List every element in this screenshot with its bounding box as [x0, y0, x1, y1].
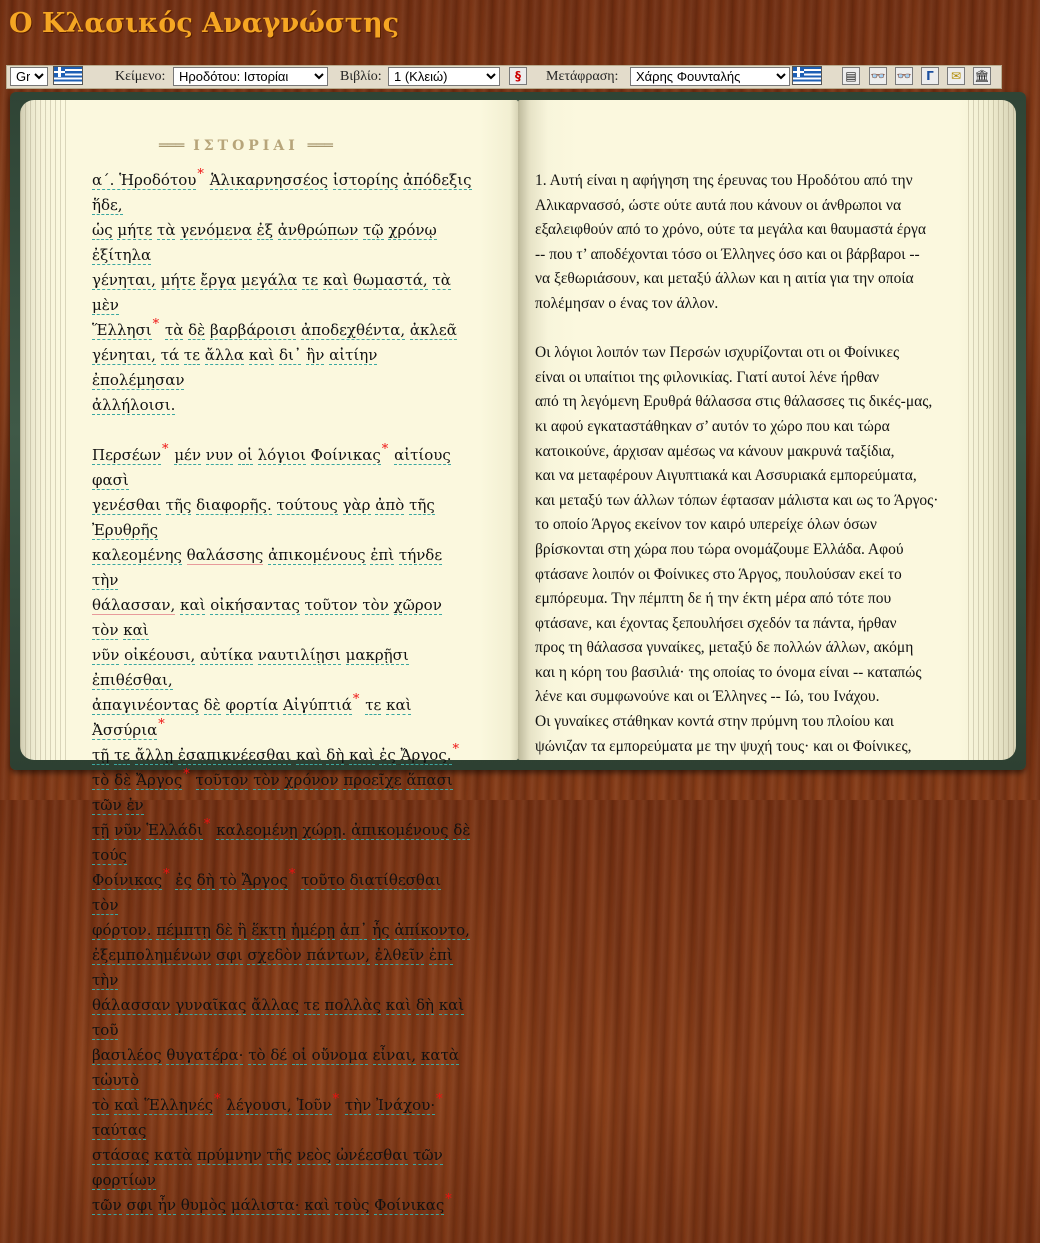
greek-word[interactable]: καλεομένης — [92, 546, 182, 564]
greek-word[interactable]: τῶν — [92, 1196, 122, 1214]
note-marker-icon[interactable]: * — [197, 167, 204, 182]
greek-word[interactable]: καλεομένῃ — [216, 821, 298, 839]
translation-line: από τη λεγόμενη Ερυθρά θάλασσα στις θάλασσες τις δικές-μας, — [535, 393, 933, 411]
translation-paragraph — [535, 169, 975, 317]
note-marker-icon[interactable]: * — [214, 1092, 221, 1107]
translation-line: 1. Αυτή είναι η αφήγηση της έρευνας του Ηροδότου από την — [535, 172, 913, 189]
greek-word[interactable]: λόγιοι — [257, 446, 306, 464]
greek-word[interactable]: νυν — [205, 446, 234, 464]
note-marker-icon[interactable]: * — [436, 1092, 443, 1107]
translation-line: εμπόρευμα. Την πέμπτη δε ή την έκτη μέρα από τότε που — [535, 590, 892, 608]
greek-text-page — [20, 100, 518, 1214]
greek-word[interactable]: τούτους — [276, 496, 338, 514]
language-select[interactable] — [10, 67, 48, 86]
greek-word[interactable]: φασὶ — [92, 471, 129, 489]
greek-word[interactable]: α´. Ἡροδότου — [92, 171, 197, 189]
translation-line: εξαλειφθούν από το χρόνο, ούτε τα μεγάλα και θαυμαστά έργα — [535, 221, 926, 239]
greek-word[interactable]: ἢ — [237, 921, 247, 939]
book-select[interactable] — [388, 67, 500, 86]
greek-word[interactable]: ἀπ᾽ — [339, 921, 368, 939]
greek-word[interactable]: ἐλθεῖν — [374, 946, 425, 964]
app-title: Ο Κλασικός Αναγνώστης — [9, 8, 400, 39]
greek-word[interactable]: τε — [114, 746, 131, 764]
greek-word[interactable]: γένηται, — [92, 346, 156, 364]
greek-word[interactable]: τε — [365, 696, 382, 714]
greek-word[interactable]: ἀλλήλοισι. — [92, 396, 176, 414]
greek-word[interactable]: ἀποδεχθέντα, — [301, 321, 406, 339]
greek-word[interactable]: χῶρον — [393, 596, 442, 614]
greek-paragraph — [92, 443, 472, 1218]
greek-word[interactable]: Φοίνικας — [374, 1196, 445, 1214]
note-marker-icon[interactable]: * — [158, 717, 165, 732]
greek-word[interactable]: Ἰνάχου· — [376, 1096, 436, 1114]
greek-word[interactable]: μήτε — [160, 271, 196, 289]
binoculars-icon[interactable]: 👓 — [870, 69, 886, 83]
greek-word[interactable]: ἐπολέμησαν — [92, 371, 185, 389]
greek-word[interactable]: ἱστορίης — [332, 171, 399, 189]
greek-word[interactable]: καὶ — [386, 696, 412, 714]
greek-word[interactable]: κατὰ — [154, 1146, 193, 1164]
greek-word[interactable]: δὴ — [196, 871, 215, 889]
greek-word[interactable]: Ἰοῦν — [296, 1096, 332, 1114]
translation-line: και μεταξύ των άλλων τόπων έφτασαν μάλιστα και ως το Άργος· — [535, 491, 939, 509]
greek-word[interactable]: καὶ — [296, 746, 322, 764]
greek-word[interactable]: γένηται, — [92, 271, 156, 289]
greek-word[interactable]: θάλασσαν, — [92, 596, 176, 614]
greek-word[interactable]: τοῦτον — [195, 771, 249, 789]
greek-word[interactable]: ὠνέεσθαι — [336, 1146, 409, 1164]
greek-word[interactable]: δι᾽ — [279, 346, 302, 364]
greek-word[interactable]: τῇ — [92, 821, 110, 839]
greek-word[interactable]: γὰρ — [342, 496, 371, 514]
book-label: Βιβλίο: — [340, 69, 382, 84]
greek-word[interactable]: τὸν — [362, 596, 389, 614]
text-label: Κείμενο: — [115, 69, 166, 84]
greek-word[interactable]: νῦν — [92, 646, 120, 664]
note-marker-icon[interactable]: * — [203, 817, 211, 832]
greek-word[interactable]: σφι — [126, 1196, 154, 1214]
greek-word[interactable]: τὰ — [432, 271, 451, 289]
greek-word[interactable]: δέ — [270, 1046, 288, 1064]
greek-word[interactable]: ἐν — [126, 796, 144, 814]
translation-line: πολέμησαν ο ένας τον άλλον. — [535, 294, 719, 312]
greek-word[interactable]: τε — [302, 271, 319, 289]
greek-word[interactable]: τῶν — [92, 796, 122, 814]
translation-paragraph — [535, 341, 975, 759]
greek-word[interactable]: τά — [160, 346, 180, 364]
note-marker-icon[interactable]: * — [163, 867, 170, 882]
greek-word[interactable]: βαρβάροισι — [210, 321, 297, 339]
greek-word[interactable]: ἄλλῃ — [134, 746, 174, 764]
translation-line: το οποίο Άργος εκείνον τον καιρό υπερείχε όλων όσων — [535, 516, 877, 534]
translation-select[interactable] — [630, 67, 790, 86]
translation-line: βρίσκονται στη χώρα που τώρα ονομάζουμε Ελλάδα. Αφού — [535, 540, 904, 558]
greek-word[interactable]: ἀπίκοντο, — [394, 921, 470, 939]
book — [10, 92, 1026, 1214]
greek-word[interactable]: Ἀσσύρια — [92, 721, 158, 739]
translation-page — [518, 100, 1016, 760]
greek-word[interactable]: ἄλλας — [251, 996, 299, 1014]
greek-word[interactable]: ἥδε, — [92, 196, 123, 214]
greek-word[interactable]: ἐξεμπολημένων — [92, 946, 212, 964]
greek-word[interactable]: οὔνομα — [311, 1046, 368, 1064]
greek-word[interactable]: χρόνον — [284, 771, 339, 789]
greek-word[interactable]: θωμαστά, — [353, 271, 428, 289]
heading-ornament: ═══ — [307, 138, 333, 154]
greek-word[interactable]: κατὰ — [420, 1046, 459, 1064]
greek-word[interactable]: Αἰγύπτιά — [282, 696, 352, 714]
gamma-icon[interactable]: Γ — [921, 67, 939, 85]
translation-line: και η κόρη του βασιλιά· της οποίας το όνομα είναι -- καταπώς — [535, 663, 922, 681]
greek-word[interactable]: αἰτίους — [394, 446, 451, 464]
greek-word[interactable]: ἧς — [372, 921, 390, 939]
greek-word[interactable]: φόρτον. — [92, 921, 152, 939]
greek-word[interactable]: Ἄργος — [136, 771, 183, 789]
greek-word[interactable]: τοὺς — [334, 1196, 370, 1214]
greek-word[interactable]: φορτίων — [92, 1171, 156, 1189]
translation-line: -- που τ’ αποδέχονται τόσο οι Έλληνες όσο και οι βάρβαροι -- — [535, 245, 920, 263]
greek-word[interactable]: τῶν — [413, 1146, 443, 1164]
greek-word[interactable]: ἐσαπικνέεσθαι — [177, 746, 292, 764]
greek-word[interactable]: καὶ — [123, 621, 149, 639]
greek-word[interactable]: καὶ — [180, 596, 206, 614]
greek-word[interactable]: τὸ — [219, 871, 237, 889]
greek-word[interactable]: καὶ — [304, 1196, 330, 1214]
greek-word[interactable]: οἱ — [237, 446, 253, 464]
greek-word[interactable]: Περσέων — [92, 446, 162, 464]
heading-title: ΙΣΤΟΡΙΑΙ — [193, 138, 299, 154]
greek-word[interactable]: καὶ — [114, 1096, 140, 1114]
greek-word[interactable]: καὶ — [385, 996, 412, 1014]
note-marker-icon[interactable]: * — [162, 442, 169, 457]
greek-word[interactable]: ἦν — [157, 1196, 176, 1214]
greek-word[interactable]: ἐπὶ — [428, 946, 453, 964]
greek-word[interactable]: τὰ — [164, 321, 184, 339]
greek-word[interactable]: ἕκτῃ — [251, 921, 287, 939]
greek-word[interactable]: τὠυτὸ — [92, 1071, 139, 1089]
greek-word[interactable]: θυμὸς — [180, 1196, 227, 1214]
greek-word[interactable]: μήτε — [117, 221, 153, 239]
section-button[interactable]: § — [509, 67, 527, 85]
dictionary-icon[interactable]: ✉ — [947, 67, 965, 85]
greek-word[interactable]: δὴ — [415, 996, 434, 1014]
greek-word[interactable]: προεῖχε — [343, 771, 402, 789]
greek-word[interactable]: ἐπὶ — [370, 546, 395, 564]
note-marker-icon[interactable]: * — [445, 1192, 452, 1207]
translation-line: φτάσανε λοιπόν οι Φοίνικες στο Άργος, πουλούσαν εκεί το — [535, 565, 902, 583]
translation-line: φτάσανε, και έχοντας ξεπουλήσει σχεδόν τα πάντα, ήρθαν — [535, 614, 897, 632]
book-heading — [146, 138, 346, 154]
greek-word[interactable]: τὸ — [248, 1046, 266, 1064]
greek-word[interactable]: τὴν — [92, 971, 119, 989]
note-marker-icon[interactable]: * — [452, 742, 460, 757]
greek-word[interactable]: ἄλλα — [204, 346, 245, 364]
note-marker-icon[interactable]: * — [152, 317, 160, 332]
greek-word[interactable]: διαφορῆς. — [196, 496, 272, 514]
text-select[interactable] — [173, 67, 328, 86]
translation-line: να ξεθωριάσουν, και μεταξύ άλλων και η αιτία για την οποία — [535, 270, 914, 288]
greek-word[interactable]: μάλιστα· — [230, 1196, 300, 1214]
greek-word[interactable]: τὸν — [92, 621, 119, 639]
greek-word[interactable]: Ἕλλησι — [92, 321, 152, 339]
note-marker-icon[interactable]: * — [352, 692, 360, 707]
greek-word[interactable]: μακρῇσι — [345, 646, 409, 664]
greek-word[interactable]: τῆς — [266, 1146, 293, 1164]
greek-word[interactable]: καὶ — [438, 996, 465, 1014]
greek-word[interactable]: δὲ — [203, 696, 221, 714]
greek-word[interactable]: Ἑλλάδι — [146, 821, 203, 839]
greek-word[interactable]: ἔργα — [200, 271, 237, 289]
greek-word[interactable]: ἀπαγινέοντας — [92, 696, 199, 714]
greek-word[interactable]: τῷ — [363, 221, 384, 239]
greek-word[interactable]: ἀνθρώπων — [277, 221, 359, 239]
greek-word[interactable]: τὸν — [92, 896, 119, 914]
greek-word[interactable]: τε — [183, 346, 200, 364]
greek-word[interactable]: τὸν — [253, 771, 280, 789]
translation-line: είναι οι υπαίτιοι της φιλονικίας. Γιατί αυτοί λένε ήρθαν — [535, 368, 880, 386]
greek-word[interactable]: χρόνῳ — [388, 221, 437, 239]
greek-word[interactable]: Ἄργος. — [400, 746, 452, 764]
greek-word[interactable]: νεὸς — [296, 1146, 332, 1164]
greek-word[interactable]: τῇ — [92, 746, 110, 764]
translation-line: Οι λόγιοι λοιπόν των Περσών ισχυρίζονται οτι οι Φοίνικες — [535, 344, 900, 362]
greek-word[interactable]: αἰτίην — [329, 346, 378, 364]
greek-word[interactable]: τὸ — [92, 771, 110, 789]
greek-word[interactable]: δὲ — [453, 821, 471, 839]
greek-word[interactable]: οἱ — [291, 1046, 307, 1064]
greek-word[interactable]: ἀπόδεξις — [403, 171, 472, 189]
greek-word[interactable]: οἰκήσαντας — [210, 596, 300, 614]
translation-line: ψώνιζαν τα εμπορεύματα με την ψυχή τους· και οι Φοίνικες, — [535, 737, 912, 755]
greek-paragraph — [92, 168, 472, 418]
greek-word[interactable]: καὶ — [349, 746, 375, 764]
greek-word[interactable]: βασιλέος — [92, 1046, 162, 1064]
translation-line: Οι γυναίκες στάθηκαν κοντά στην πρύμνη του πλοίου και — [535, 713, 894, 731]
greek-word[interactable]: ἅπασι — [406, 771, 453, 789]
greek-word[interactable]: ἐξίτηλα — [92, 246, 152, 264]
greek-word[interactable]: ἡμέρῃ — [290, 921, 336, 939]
translation-label: Μετάφραση: — [546, 69, 619, 84]
greek-word[interactable]: ἐπιθέσθαι, — [92, 671, 173, 689]
translation-line: κι αφού εγκαταστάθηκαν σ’ αυτόν το χώρο που και τώρα — [535, 417, 890, 435]
greek-word[interactable]: αὐτίκα — [200, 646, 253, 664]
greek-word[interactable]: τῆς — [165, 496, 192, 514]
translation-line: Αλικαρνασσό, ώστε ούτε αυτά που κάνουν οι άνθρωποι να — [535, 196, 902, 214]
greek-word[interactable]: στάσας — [92, 1146, 150, 1164]
greek-word[interactable]: Ἕλληνές — [144, 1096, 214, 1114]
greek-word[interactable]: σχεδὸν — [247, 946, 302, 964]
translation-line: λένε και συμφωνούνε και οι Έλληνες -- Ιώ, του Ινάχου. — [535, 688, 880, 706]
greek-word[interactable]: ἐξ — [256, 221, 273, 239]
greek-word[interactable]: ἐς — [175, 871, 192, 889]
greek-word[interactable]: ὡς — [92, 221, 113, 239]
heading-ornament: ═══ — [159, 138, 185, 154]
greek-word[interactable]: ἐς — [379, 746, 396, 764]
translation-line: προς τη θάλασσα γυναίκες, μεταξύ δε πολλών άλλων, ακόμη — [535, 639, 914, 657]
note-marker-icon[interactable]: * — [288, 867, 296, 882]
greek-word[interactable]: δὲ — [215, 921, 233, 939]
library-icon[interactable]: 🏛 — [974, 69, 990, 83]
greek-word[interactable]: καὶ — [248, 346, 275, 364]
greek-text — [92, 168, 472, 1243]
greek-word[interactable]: τούς — [92, 846, 127, 864]
translation-line: και να μεταφέρουν Αιγυπτιακά και Ασσυριακά εμπορεύματα, — [535, 467, 917, 485]
greek-word[interactable]: ἀπικομένους — [268, 546, 366, 564]
greek-word[interactable]: τὸ — [92, 1096, 110, 1114]
greek-word[interactable]: λέγουσι, — [226, 1096, 292, 1114]
translation-line: κατοικούνε, άρχισαν αμέσως να κάνουν μακρυνά ταξίδια, — [535, 442, 895, 460]
greek-word[interactable]: δὴ — [326, 746, 345, 764]
greek-word[interactable]: τὴν — [92, 571, 119, 589]
greek-word[interactable]: εἶναι, — [372, 1046, 417, 1064]
greek-word[interactable]: ἀπικομένους — [351, 821, 449, 839]
greek-word[interactable]: ἣν — [306, 346, 325, 364]
greek-word[interactable]: φορτία — [225, 696, 279, 714]
greek-word[interactable]: καὶ — [322, 271, 349, 289]
greek-flag-icon[interactable] — [792, 66, 822, 85]
note-marker-icon[interactable]: * — [381, 442, 389, 457]
greek-word[interactable]: ταύτας — [92, 1121, 147, 1139]
greek-word[interactable]: ἀπὸ — [375, 496, 405, 514]
greek-word[interactable]: χώρῃ. — [302, 821, 347, 839]
greek-word[interactable]: Φοίνικας — [310, 446, 381, 464]
greek-word[interactable]: τοῦτο — [301, 871, 345, 889]
greek-word[interactable]: Ἐρυθρῆς — [92, 521, 158, 539]
greek-word[interactable]: θάλασσαν — [92, 996, 171, 1014]
greek-word[interactable]: πάντων, — [306, 946, 370, 964]
greek-word[interactable]: τοῦ — [92, 1021, 119, 1039]
greek-word[interactable]: Φοίνικας — [92, 871, 163, 889]
greek-word[interactable]: θυγατέρα· — [166, 1046, 244, 1064]
greek-word[interactable]: ἀκλεᾶ — [409, 321, 457, 339]
greek-word[interactable]: δὲ — [188, 321, 206, 339]
greek-word[interactable]: τὰ — [157, 221, 176, 239]
greek-word[interactable]: θαλάσσης — [186, 546, 264, 564]
greek-word[interactable]: τε — [303, 996, 320, 1014]
greek-word[interactable]: τήνδε — [398, 546, 443, 564]
greek-word[interactable]: Ἄργος — [241, 871, 288, 889]
greek-word[interactable]: μέν — [174, 446, 201, 464]
greek-word[interactable]: γενόμενα — [180, 221, 252, 239]
greek-word[interactable]: Ἁλικαρνησσέος — [209, 171, 329, 189]
greek-word[interactable]: διατίθεσθαι — [349, 871, 441, 889]
note-marker-icon[interactable]: * — [332, 1092, 340, 1107]
greek-flag-icon[interactable] — [53, 66, 83, 85]
copy-icon[interactable]: ▤ — [842, 67, 860, 85]
greek-word[interactable]: οἰκέουσι, — [124, 646, 196, 664]
greek-word[interactable]: νῦν — [114, 821, 142, 839]
binoculars-green-icon[interactable]: 👓 — [896, 69, 912, 83]
greek-word[interactable]: πρύμνην — [196, 1146, 262, 1164]
greek-word[interactable]: τοῦτον — [304, 596, 358, 614]
translation-text — [535, 169, 975, 784]
greek-word[interactable]: τῆς — [409, 496, 435, 514]
toolbar — [6, 65, 1002, 89]
note-marker-icon[interactable]: * — [183, 767, 190, 782]
greek-word[interactable]: γυναῖκας — [175, 996, 247, 1014]
greek-word[interactable]: μὲν — [92, 296, 119, 314]
greek-word[interactable]: δὲ — [114, 771, 132, 789]
greek-word[interactable]: ναυτιλίῃσι — [257, 646, 341, 664]
greek-word[interactable]: μεγάλα — [241, 271, 298, 289]
greek-word[interactable]: σφι — [215, 946, 243, 964]
greek-word[interactable]: γενέσθαι — [92, 496, 161, 514]
greek-word[interactable]: πολλὰς — [324, 996, 381, 1014]
greek-word[interactable]: τὴν — [344, 1096, 372, 1114]
greek-word[interactable]: πέμπτῃ — [156, 921, 211, 939]
